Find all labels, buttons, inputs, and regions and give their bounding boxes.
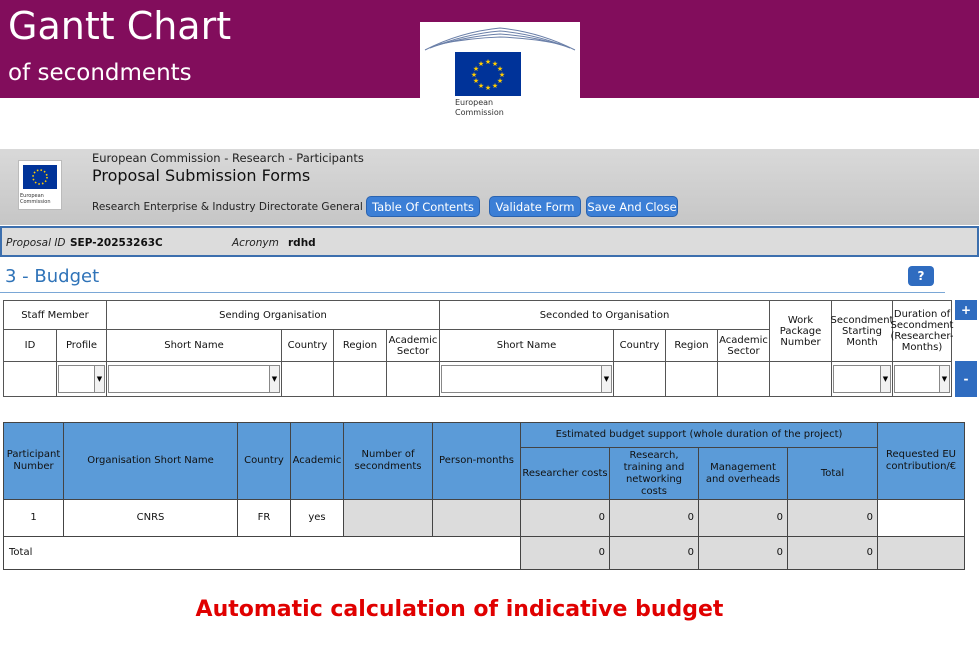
sec-region-cell xyxy=(665,361,718,397)
seconded-to-org-header: Seconded to Organisation xyxy=(439,300,770,330)
send-country-header: Country xyxy=(281,329,334,362)
table-of-contents-button[interactable]: Table Of Contents xyxy=(366,196,480,217)
research-training-header: Research, training and networking costs xyxy=(609,447,699,500)
validate-form-button[interactable]: Validate Form xyxy=(489,196,581,217)
proposal-id-label: Proposal ID xyxy=(6,237,66,249)
requested-eu-header: Requested EU contribution/€ xyxy=(877,422,965,500)
svg-text:★: ★ xyxy=(472,77,480,85)
proposal-bar xyxy=(0,226,979,257)
form-logo-text: European Commission xyxy=(20,193,51,205)
form-header-org: European Commission - Research - Participants xyxy=(92,151,364,165)
remove-row-button[interactable]: - xyxy=(955,361,977,397)
sec-academic-header: Academic Sector xyxy=(717,329,770,362)
sec-academic-cell xyxy=(717,361,770,397)
chevron-down-icon: ▼ xyxy=(601,366,611,392)
participant-number-header: Participant Number xyxy=(3,422,64,500)
academic-header: Academic xyxy=(290,422,344,500)
svg-text:★: ★ xyxy=(491,82,499,90)
org-short-name-header: Organisation Short Name xyxy=(63,422,238,500)
chevron-down-icon: ▼ xyxy=(880,366,890,392)
chevron-down-icon: ▼ xyxy=(269,366,279,392)
sec-country-cell xyxy=(613,361,666,397)
send-country-cell xyxy=(281,361,334,397)
slide-subtitle: of secondments xyxy=(8,60,192,86)
requested-eu-cell xyxy=(877,499,965,537)
profile-header: Profile xyxy=(56,329,107,362)
chevron-down-icon: ▼ xyxy=(94,366,104,392)
management-cell: 0 xyxy=(698,499,788,537)
send-region-cell xyxy=(333,361,387,397)
profile-select[interactable] xyxy=(58,365,105,393)
researcher-costs-cell: 0 xyxy=(520,499,610,537)
section-divider xyxy=(0,292,945,293)
svg-text:★: ★ xyxy=(477,60,485,68)
num-secondments-cell xyxy=(343,499,433,537)
total-total: 0 xyxy=(787,536,878,570)
duration-select[interactable] xyxy=(894,365,950,393)
slide-title: Gantt Chart xyxy=(8,4,232,48)
send-short-name-select[interactable] xyxy=(108,365,280,393)
svg-text:★: ★ xyxy=(496,77,504,85)
sending-org-header: Sending Organisation xyxy=(106,300,440,330)
footer-note: Automatic calculation of indicative budget xyxy=(195,597,724,622)
form-eu-flag-icon xyxy=(23,165,57,189)
ec-building-icon xyxy=(420,22,580,52)
management-header: Management and overheads xyxy=(698,447,788,500)
starting-month-header: Secondment Starting Month xyxy=(831,300,893,362)
chevron-down-icon: ▼ xyxy=(939,366,949,392)
person-months-header: Person-months xyxy=(432,422,521,500)
svg-text:★: ★ xyxy=(491,60,499,68)
participant-number-cell: 1 xyxy=(3,499,64,537)
svg-text:★: ★ xyxy=(484,84,492,92)
svg-text:★: ★ xyxy=(498,71,506,79)
proposal-id-value: SEP-20253263C xyxy=(70,237,163,249)
country-cell: FR xyxy=(237,499,291,537)
id-header: ID xyxy=(3,329,57,362)
sec-region-header: Region xyxy=(665,329,718,362)
svg-text:★: ★ xyxy=(472,65,480,73)
staff-member-header: Staff Member xyxy=(3,300,107,330)
form-header-title: Proposal Submission Forms xyxy=(92,166,311,185)
duration-header: Duration of Secondment (Researcher-Months) xyxy=(892,300,952,362)
form-header-dg: Research Enterprise & Industry Directorate General xyxy=(92,201,363,213)
researcher-costs-header: Researcher costs xyxy=(520,447,610,500)
send-region-header: Region xyxy=(333,329,387,362)
sec-country-header: Country xyxy=(613,329,666,362)
total-cell: 0 xyxy=(787,499,878,537)
help-button[interactable]: ? xyxy=(908,266,934,286)
send-academic-cell xyxy=(386,361,440,397)
section-title: 3 - Budget xyxy=(5,266,100,287)
total-management: 0 xyxy=(698,536,788,570)
total-research-training: 0 xyxy=(609,536,699,570)
num-secondments-header: Number of secondments xyxy=(343,422,433,500)
add-row-button[interactable]: + xyxy=(955,300,977,320)
country-header: Country xyxy=(237,422,291,500)
org-short-name-cell: CNRS xyxy=(63,499,238,537)
send-short-name-header: Short Name xyxy=(106,329,282,362)
ec-logo-text: European Commission xyxy=(455,98,504,117)
academic-cell: yes xyxy=(290,499,344,537)
svg-text:★: ★ xyxy=(470,71,478,79)
svg-text:★: ★ xyxy=(496,65,504,73)
sec-short-name-select[interactable] xyxy=(441,365,612,393)
send-academic-header: Academic Sector xyxy=(386,329,440,362)
save-and-close-button[interactable]: Save And Close xyxy=(586,196,678,217)
acronym-value: rdhd xyxy=(288,237,316,249)
starting-month-select[interactable] xyxy=(833,365,891,393)
work-package-cell xyxy=(769,361,832,397)
total-row-label: Total xyxy=(3,536,521,570)
total-header: Total xyxy=(787,447,878,500)
svg-text:★: ★ xyxy=(477,82,485,90)
total-researcher-costs: 0 xyxy=(520,536,610,570)
estimated-budget-header: Estimated budget support (whole duration of the project) xyxy=(520,422,878,448)
svg-text:★: ★ xyxy=(484,58,492,66)
work-package-header: Work Package Number xyxy=(769,300,832,362)
person-months-cell xyxy=(432,499,521,537)
acronym-label: Acronym xyxy=(232,237,279,249)
id-cell xyxy=(3,361,57,397)
eu-flag-icon xyxy=(455,52,521,96)
research-training-cell: 0 xyxy=(609,499,699,537)
sec-short-name-header: Short Name xyxy=(439,329,614,362)
total-requested-eu xyxy=(877,536,965,570)
